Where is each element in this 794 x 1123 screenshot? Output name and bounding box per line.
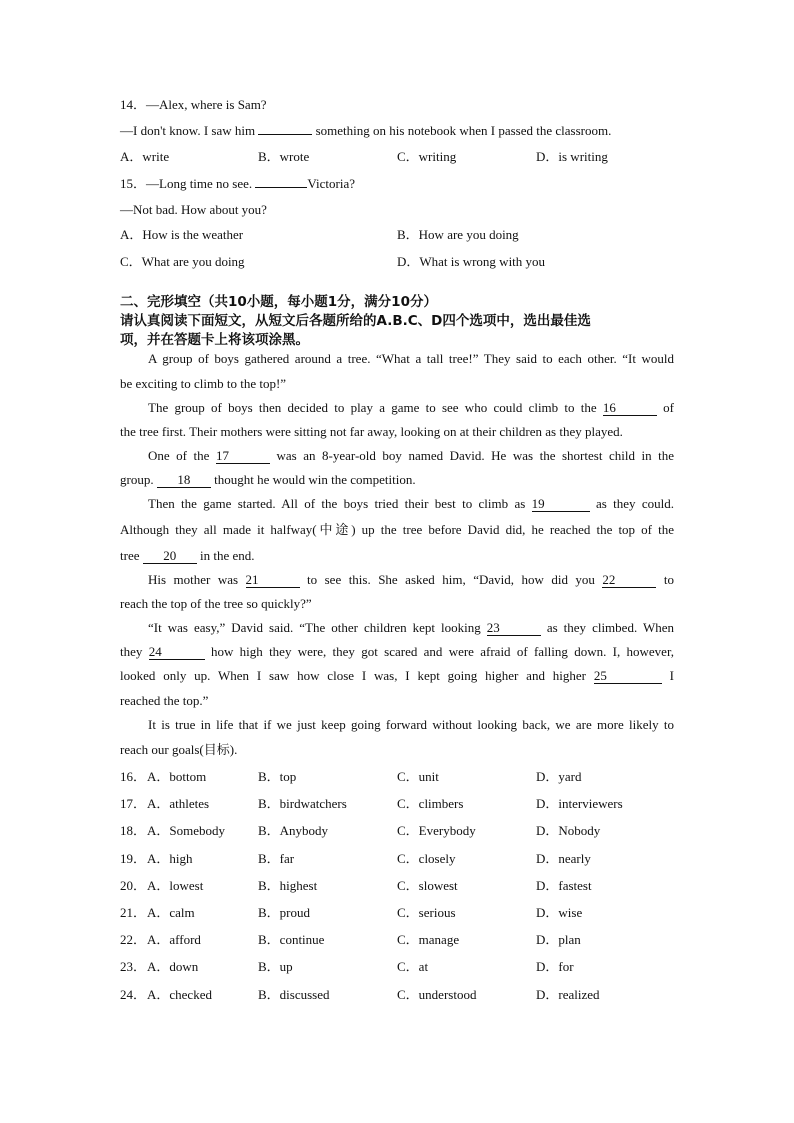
answer-option-a: A．high xyxy=(147,851,193,866)
passage-p7-line1: It is true in life that if we just keep going forward without looking back, we are more likely to xyxy=(148,717,674,732)
answer-option-b: B．continue xyxy=(258,932,325,947)
p4-text-c: tree xyxy=(120,548,140,563)
q15-line2: —Not bad. How about you? xyxy=(120,202,267,217)
blank-23: 23 xyxy=(487,621,541,636)
p2-text-b: of xyxy=(663,400,675,415)
answer-option-a: A．down xyxy=(147,959,199,974)
p4-text-d: in the end. xyxy=(199,548,255,563)
p3-text-c: group. xyxy=(120,472,154,487)
answer-option-d: D．interviewers xyxy=(536,796,623,811)
passage-p6-line3 xyxy=(120,667,674,685)
q14-blank xyxy=(258,134,312,135)
passage-p4-line3 xyxy=(120,547,674,565)
q15-option-b: B．How are you doing xyxy=(397,227,519,242)
blank-16: 16 xyxy=(603,401,657,416)
q14-stem-text: 14．—Alex, where is Sam? xyxy=(120,97,267,112)
answer-option-a: A．bottom xyxy=(147,769,207,784)
answer-number: 16． xyxy=(120,769,147,784)
blank-17: 17 xyxy=(216,449,270,464)
answer-option-c: C．manage xyxy=(397,932,460,947)
p6-text-d: how high they were, they got scared and were afraid of falling down. I, however, xyxy=(210,644,674,659)
passage-p4-line2: Although they all made it halfway(中途) up the tree before David did, he reached the top of the xyxy=(120,522,674,537)
answer-option-c: C．closely xyxy=(397,851,456,866)
p6-text-b: as they climbed. When xyxy=(546,620,675,635)
passage-p6-line2 xyxy=(120,643,674,661)
p5-text-b: to see this. She asked him, “David, how did you xyxy=(307,572,595,587)
p3-text-a: One of the xyxy=(148,448,210,463)
q14-option-a: A．write xyxy=(120,149,170,164)
answer-option-a: A．athletes xyxy=(147,796,210,811)
blank-19: 19 xyxy=(532,497,590,512)
p3-text-d: thought he would win the competition. xyxy=(214,472,416,487)
answer-option-b: B．proud xyxy=(258,905,311,920)
q14-option-b: B．wrote xyxy=(258,149,310,164)
answer-option-d: D．fastest xyxy=(536,878,592,893)
p4-text-a: Then the game started. All of the boys tried their best to climb as xyxy=(148,496,526,511)
section2-title: 二、完形填空（共10小题，每小题1分，满分10分） xyxy=(120,294,437,310)
p5-text-a: His mother was xyxy=(148,572,239,587)
blank-25: 25 xyxy=(594,669,662,684)
blank-18: 18 xyxy=(157,473,211,488)
p3-text-b: was an 8-year-old boy named David. He was the shortest child in the xyxy=(276,448,675,463)
blank-24: 24 xyxy=(149,645,205,660)
answer-option-a: A．Somebody xyxy=(147,823,226,838)
answer-option-d: D．nearly xyxy=(536,851,591,866)
answer-option-c: C．understood xyxy=(397,987,477,1002)
p6-text-c: they xyxy=(120,644,143,659)
answer-option-b: B．top xyxy=(258,769,297,784)
p5-text-c: to xyxy=(663,572,675,587)
answer-number: 22． xyxy=(120,932,147,947)
answer-number: 19． xyxy=(120,851,147,866)
blank-20: 20 xyxy=(143,549,197,564)
answer-number: 21． xyxy=(120,905,147,920)
section2-instruction-1: 请认真阅读下面短文，从短文后各题所给的A.B.C、D四个选项中，选出最佳选 xyxy=(120,313,591,329)
q14-stem xyxy=(120,96,674,114)
answer-option-d: D．for xyxy=(536,959,574,974)
section2-instruction-2: 项，并在答题卡上将该项涂黑。 xyxy=(120,332,309,348)
q14-line2-b: something on his notebook when I passed the classroom. xyxy=(315,123,612,138)
answer-option-b: B．up xyxy=(258,959,293,974)
passage-p2-line2: the tree first. Their mothers were sitting not far away, looking on at their children as they played. xyxy=(120,424,623,439)
passage-p2-line1 xyxy=(148,399,674,417)
passage-p3-line2 xyxy=(120,471,674,489)
passage-p6-line4: reached the top.” xyxy=(120,693,209,708)
passage-p4-line1 xyxy=(148,495,674,513)
q14-line2 xyxy=(120,122,674,140)
answer-option-c: C．climbers xyxy=(397,796,464,811)
passage-p5-line2: reach the top of the tree so quickly?” xyxy=(120,596,312,611)
answer-option-b: B．Anybody xyxy=(258,823,329,838)
passage-p1-line1: A group of boys gathered around a tree. “What a tall tree!” They said to each other. “It would xyxy=(148,351,674,366)
q14-option-d: D．is writing xyxy=(536,149,608,164)
answer-option-b: B．birdwatchers xyxy=(258,796,347,811)
answer-option-a: A．lowest xyxy=(147,878,204,893)
blank-21: 21 xyxy=(246,573,300,588)
answer-option-b: B．highest xyxy=(258,878,318,893)
passage-p6-line1 xyxy=(148,619,674,637)
q14-option-c: C．writing xyxy=(397,149,457,164)
q14-line2-a: —I don't know. I saw him xyxy=(120,123,256,138)
passage-p1-line2: be exciting to climb to the top!” xyxy=(120,376,287,391)
answer-option-c: C．Everybody xyxy=(397,823,476,838)
q15-stem-b: Victoria? xyxy=(307,176,355,191)
answer-option-d: D．wise xyxy=(536,905,583,920)
p6-text-a: “It was easy,” David said. “The other children kept looking xyxy=(148,620,481,635)
p4-text-b: as they could. xyxy=(596,496,675,511)
answer-number: 24． xyxy=(120,987,147,1002)
answer-option-a: A．checked xyxy=(147,987,212,1002)
passage-p7-line2: reach our goals(目标). xyxy=(120,742,238,757)
blank-22: 22 xyxy=(602,573,656,588)
q15-option-d: D．What is wrong with you xyxy=(397,254,546,269)
answer-option-c: C．unit xyxy=(397,769,439,784)
answer-option-a: A．calm xyxy=(147,905,195,920)
passage-p5-line1 xyxy=(148,571,674,589)
answer-option-b: B．discussed xyxy=(258,987,330,1002)
answer-number: 18． xyxy=(120,823,147,838)
answer-number: 23． xyxy=(120,959,147,974)
q15-stem xyxy=(120,175,674,193)
answer-option-d: D．plan xyxy=(536,932,581,947)
p6-text-e: looked only up. When I saw how close I was, I kept going higher and higher xyxy=(120,668,586,683)
p2-text-a: The group of boys then decided to play a game to see who could climb to the xyxy=(148,400,597,415)
passage-p3-line1 xyxy=(148,447,674,465)
p6-text-f: I xyxy=(669,668,675,683)
q15-option-a: A．How is the weather xyxy=(120,227,244,242)
answer-option-a: A．afford xyxy=(147,932,201,947)
answer-number: 20． xyxy=(120,878,147,893)
q15-stem-a: 15．—Long time no see. xyxy=(120,176,253,191)
answer-option-d: D．realized xyxy=(536,987,600,1002)
answer-option-d: D．yard xyxy=(536,769,582,784)
answer-option-b: B．far xyxy=(258,851,295,866)
answer-number: 17． xyxy=(120,796,147,811)
answer-option-c: C．slowest xyxy=(397,878,458,893)
answer-option-c: C．at xyxy=(397,959,429,974)
answer-option-c: C．serious xyxy=(397,905,456,920)
q15-blank xyxy=(255,187,307,188)
q15-option-c: C．What are you doing xyxy=(120,254,245,269)
answer-option-d: D．Nobody xyxy=(536,823,601,838)
